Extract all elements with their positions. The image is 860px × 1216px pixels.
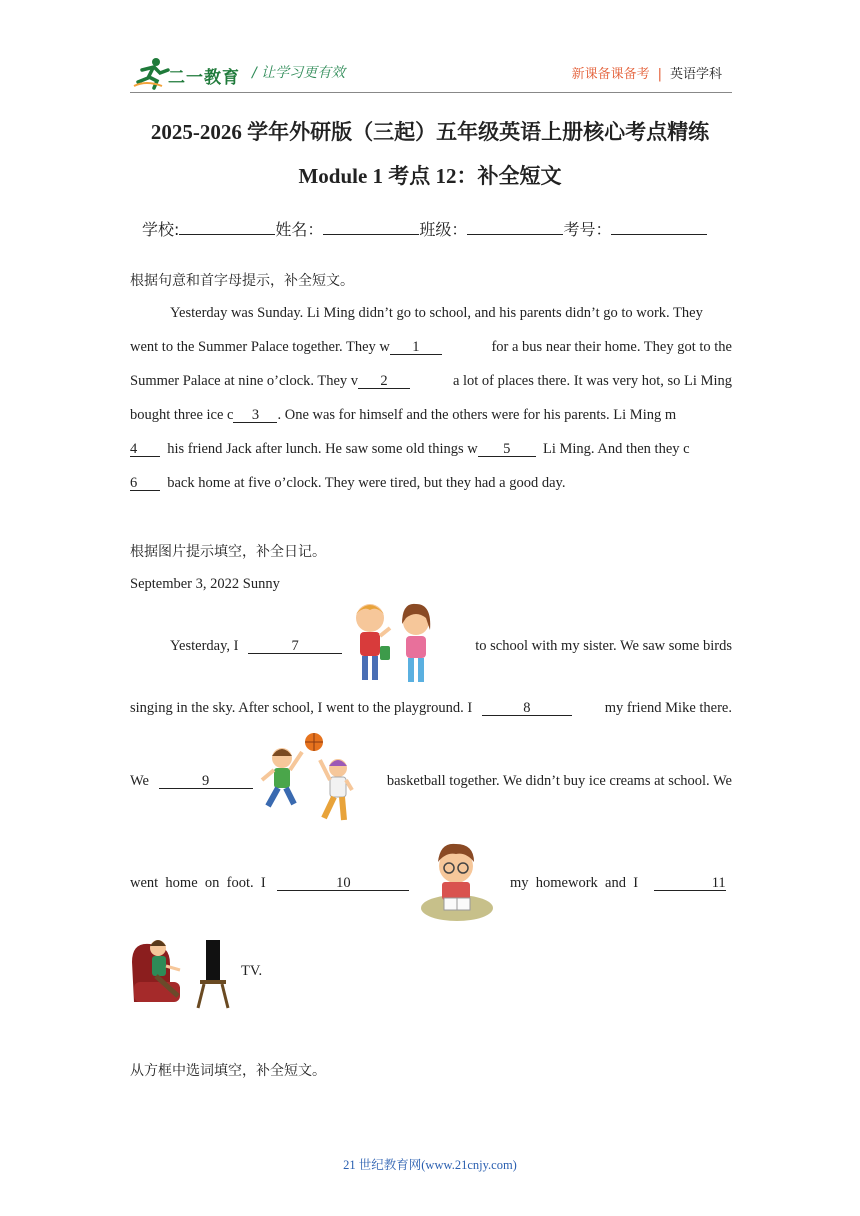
header-separator: | [657, 67, 662, 82]
header-right [572, 63, 722, 82]
name-blank[interactable] [323, 220, 419, 235]
s1-text: bought three ice c [130, 407, 234, 423]
runner-logo-icon [132, 56, 172, 90]
class-blank[interactable] [467, 220, 563, 235]
s2-text: Yesterday, I [170, 638, 239, 654]
logo-text: 二一教育 [168, 68, 240, 88]
boy-watching-tv-icon [130, 932, 234, 1010]
blank-9[interactable]: 9 [159, 774, 253, 789]
blank-5[interactable]: 5 [478, 442, 536, 457]
header-subject-label: 英语学科 [669, 67, 722, 82]
section2-instruction: 根据图片提示填空，补全日记。 [130, 544, 326, 560]
s2-text: singing in the sky. After school, I went to the playground. I [130, 700, 473, 716]
s1-text: Summer Palace at nine o’clock. They v [130, 373, 359, 389]
blank-8[interactable]: 8 [482, 701, 572, 716]
blank-2[interactable]: 2 [358, 374, 410, 389]
page-subtitle: Module 1 考点 12：补全短文 [298, 164, 562, 188]
s2-text: went home on foot. I [130, 875, 266, 891]
kids-playing-basketball-icon [254, 730, 354, 828]
s2-line4 [130, 875, 430, 892]
boy-doing-homework-icon [418, 840, 496, 922]
s1-line4 [130, 407, 732, 424]
s2-line5: TV. [241, 963, 263, 979]
s1-text: Li Ming. And then they c [542, 441, 690, 457]
s2-text: We [130, 773, 149, 789]
school-blank[interactable] [179, 220, 275, 235]
blank-4[interactable]: 4 [130, 442, 160, 457]
blank-1[interactable]: 1 [390, 340, 442, 355]
s2-text: basketball together. We didn’t buy ice creams at school. We [386, 773, 732, 789]
s1-line3 [130, 373, 732, 390]
s1-line6 [130, 475, 732, 492]
s2-text: to school with my sister. We saw some birds [475, 638, 732, 654]
exam-number-blank[interactable] [611, 220, 707, 235]
section3-instruction: 从方框中选词填空，补全短文。 [130, 1063, 326, 1079]
kids-walking-to-school-icon [346, 600, 442, 690]
section1-instruction: 根据句意和首字母提示，补全短文。 [130, 273, 354, 289]
blank-11[interactable]: 11 [654, 876, 726, 891]
s2-line4b [510, 875, 732, 892]
page-title: 2025-2026 学年外研版（三起）五年级英语上册核心考点精练 [150, 120, 710, 144]
s2-text: my homework and I [510, 875, 639, 891]
footer-source: 21 世纪教育网(www.21cnjy.com) [343, 1158, 517, 1172]
s2-text: my friend Mike there. [604, 700, 732, 716]
s1-line1: Yesterday was Sunday. Li Ming didn’t go to school, and his parents didn’t go to work. They [170, 305, 703, 321]
school-label: 学校: [142, 220, 180, 239]
header-divider [130, 92, 732, 93]
blank-10[interactable]: 10 [277, 876, 409, 891]
blank-7[interactable]: 7 [248, 639, 342, 654]
blank-3[interactable]: 3 [233, 408, 277, 423]
exam-number-label: 考号： [563, 220, 612, 239]
s1-text: back home at five o’clock. They were tired, but they had a good day. [167, 475, 566, 491]
s1-line2 [130, 339, 732, 356]
s1-text: went to the Summer Palace together. They w [130, 339, 390, 355]
blank-6[interactable]: 6 [130, 476, 160, 491]
s1-text: for a bus near their home. They got to the [491, 339, 732, 355]
header-course-label: 新课备课备考 [571, 67, 650, 82]
logo [132, 56, 244, 90]
name-label: 姓名： [275, 220, 324, 239]
student-info-fields [142, 217, 707, 240]
class-label: 班级： [419, 220, 468, 239]
s1-text: . One was for himself and the others were for his parents. Li Ming m [277, 407, 677, 423]
s1-line5 [130, 441, 732, 458]
s1-text: his friend Jack after lunch. He saw some old things w [167, 441, 478, 457]
s1-text: a lot of places there. It was very hot, so Li Ming [452, 373, 732, 389]
slogan: / 让学习更有效 [252, 65, 346, 81]
diary-date: September 3, 2022 Sunny [130, 576, 280, 592]
